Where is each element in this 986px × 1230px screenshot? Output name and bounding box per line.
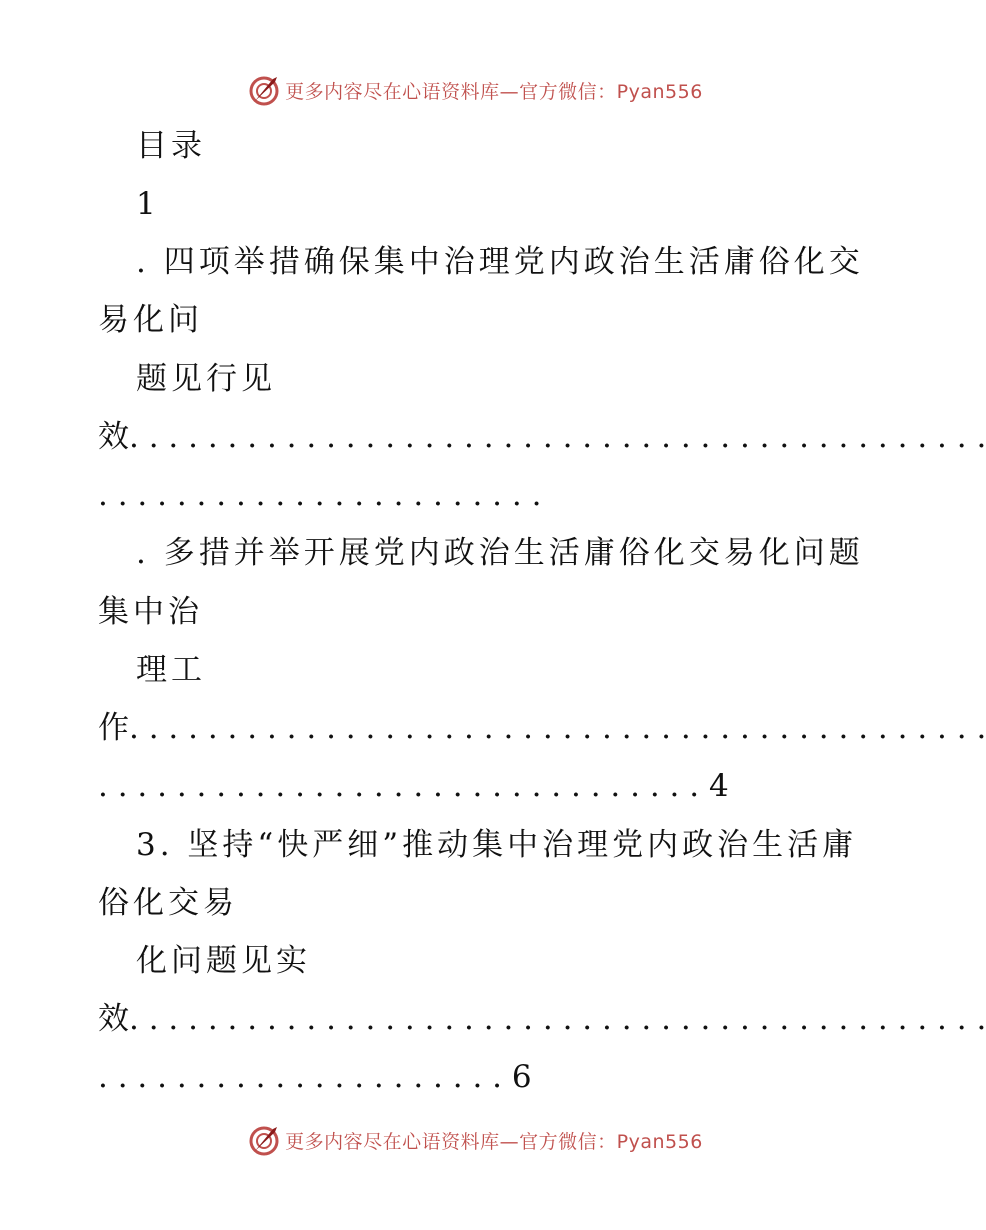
watermark-contact: —官方微信：Pyan556 — [499, 1130, 703, 1153]
toc-line: . . . . . . . . . . . . . . . . . . . . . . . . . . . . . . . 4 — [98, 768, 729, 804]
toc-line: 作. . . . . . . . . . . . . . . . . . . . . . . . . . . . . . . . . . . . . . . . . . . . — [98, 710, 986, 746]
toc-line: 集中治 — [98, 594, 203, 630]
toc-line: . 四项举措确保集中治理党内政治生活庸俗化交 — [136, 244, 864, 280]
toc-title: 目录 — [136, 128, 206, 164]
toc-line: 1 — [136, 186, 160, 222]
quill-logo-icon — [247, 1123, 281, 1157]
toc-line: 题见行见 — [136, 361, 276, 397]
toc-line: . . . . . . . . . . . . . . . . . . . . . 6 — [98, 1059, 532, 1095]
quill-logo-icon — [247, 73, 281, 107]
toc-line: 3. 坚持“快严细”推动集中治理党内政治生活庸 — [136, 827, 858, 863]
header-watermark — [0, 70, 950, 110]
watermark-text: 更多内容尽在心语资料库 — [285, 1130, 500, 1153]
toc-line: 化问题见实 — [136, 943, 311, 979]
toc-line: 易化问 — [98, 302, 203, 338]
toc-line: 效. . . . . . . . . . . . . . . . . . . . . . . . . . . . . . . . . . . . . . . . . . . . — [98, 1001, 986, 1037]
toc-line: . 多措并举开展党内政治生活庸俗化交易化问题 — [136, 535, 864, 571]
footer-watermark — [0, 1120, 950, 1160]
toc-line: 俗化交易 — [98, 885, 238, 921]
toc-line: 效. . . . . . . . . . . . . . . . . . . . . . . . . . . . . . . . . . . . . . . . . . . . — [98, 419, 986, 455]
watermark-text: 更多内容尽在心语资料库 — [285, 80, 500, 103]
watermark-contact: —官方微信：Pyan556 — [499, 80, 703, 103]
toc-line: . . . . . . . . . . . . . . . . . . . . . . . — [98, 477, 542, 513]
toc-line: 理工 — [136, 652, 206, 688]
